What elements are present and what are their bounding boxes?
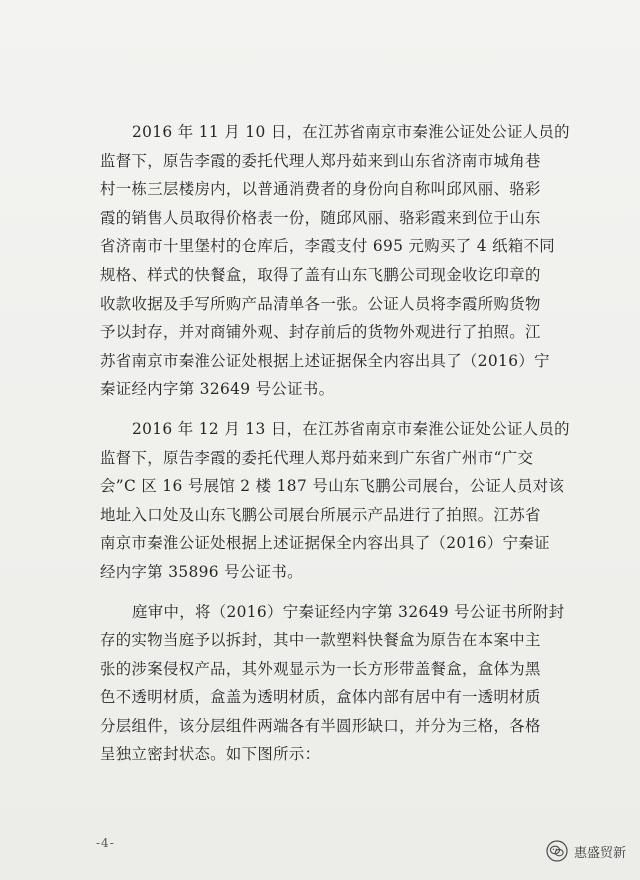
text-line: 监督下，原告李霞的委托代理人郑丹茹来到广东省广州市“广交 [100,448,534,467]
text-line: 监督下，原告李霞的委托代理人郑丹茹来到山东省济南市城角巷 [100,151,541,170]
document-body [100,118,570,769]
text-line: 张的涉案侵权产品，其外观显示为一长方形带盖餐盒，盒体为黑 [100,659,541,678]
text-line: 南京市秦淮公证处根据上述证据保全内容出具了（2016）宁秦证 [100,534,550,553]
text-line: 分层组件，该分层组件两端各有半圆形缺口，并分为三格，各格 [100,716,541,735]
paragraph-1 [100,118,570,404]
watermark-label: 惠盛贸新 [573,845,626,861]
text-line: 秦证经内字第 32649 号公证书。 [100,380,335,399]
paragraph-3 [100,598,565,770]
text-line: 霞的销售人员取得价格表一份，随邱风丽、骆彩霞来到位于山东 [100,208,541,227]
text-line: 收款收据及手写所购产品清单各一张。公证人员将李霞所购货物 [100,294,541,313]
text-line: 地址入口处及山东飞鹏公司展台所展示产品进行了拍照。江苏省 [100,505,541,524]
text-line: 2016 年 12 月 13 日，在江苏省南京市秦淮公证处公证人员的 [132,419,570,438]
wechat-icon [546,840,568,862]
paragraph-spacer [100,587,560,598]
text-line: 经内字第 35896 号公证书。 [100,562,303,581]
text-line: 村一栋三层楼房内，以普通消费者的身份向自称叫邱风丽、骆彩 [100,180,541,199]
text-line: 规格、样式的快餐盒，取得了盖有山东飞鹏公司现金收讫印章的 [100,265,541,284]
page-number: -4- [96,836,115,850]
watermark [546,840,626,862]
text-line: 呈独立密封状态。如下图所示： [100,745,321,764]
text-line: 色不透明材质，盒盖为透明材质，盒体内部有居中有一透明材质 [100,688,541,707]
text-line: 庭审中，将（2016）宁秦证经内字第 32649 号公证书所附封 [132,602,565,621]
paragraph-spacer [100,404,560,415]
text-line: 存的实物当庭予以拆封，其中一款塑料快餐盒为原告在本案中主 [100,631,541,650]
paragraph-2 [100,415,570,587]
text-line: 省济南市十里堡村的仓库后，李霞支付 695 元购买了 4 纸箱不同 [100,237,556,256]
text-line: 会”C 区 16 号展馆 2 楼 187 号山东飞鹏公司展台，公证人员对该 [100,477,565,496]
text-line: 予以封存，并对商铺外观、封存前后的货物外观进行了拍照。江 [100,323,541,342]
text-line: 2016 年 11 月 10 日，在江苏省南京市秦淮公证处公证人员的 [132,123,570,141]
text-line: 苏省南京市秦淮公证处根据上述证据保全内容出具了（2016）宁 [100,351,550,370]
